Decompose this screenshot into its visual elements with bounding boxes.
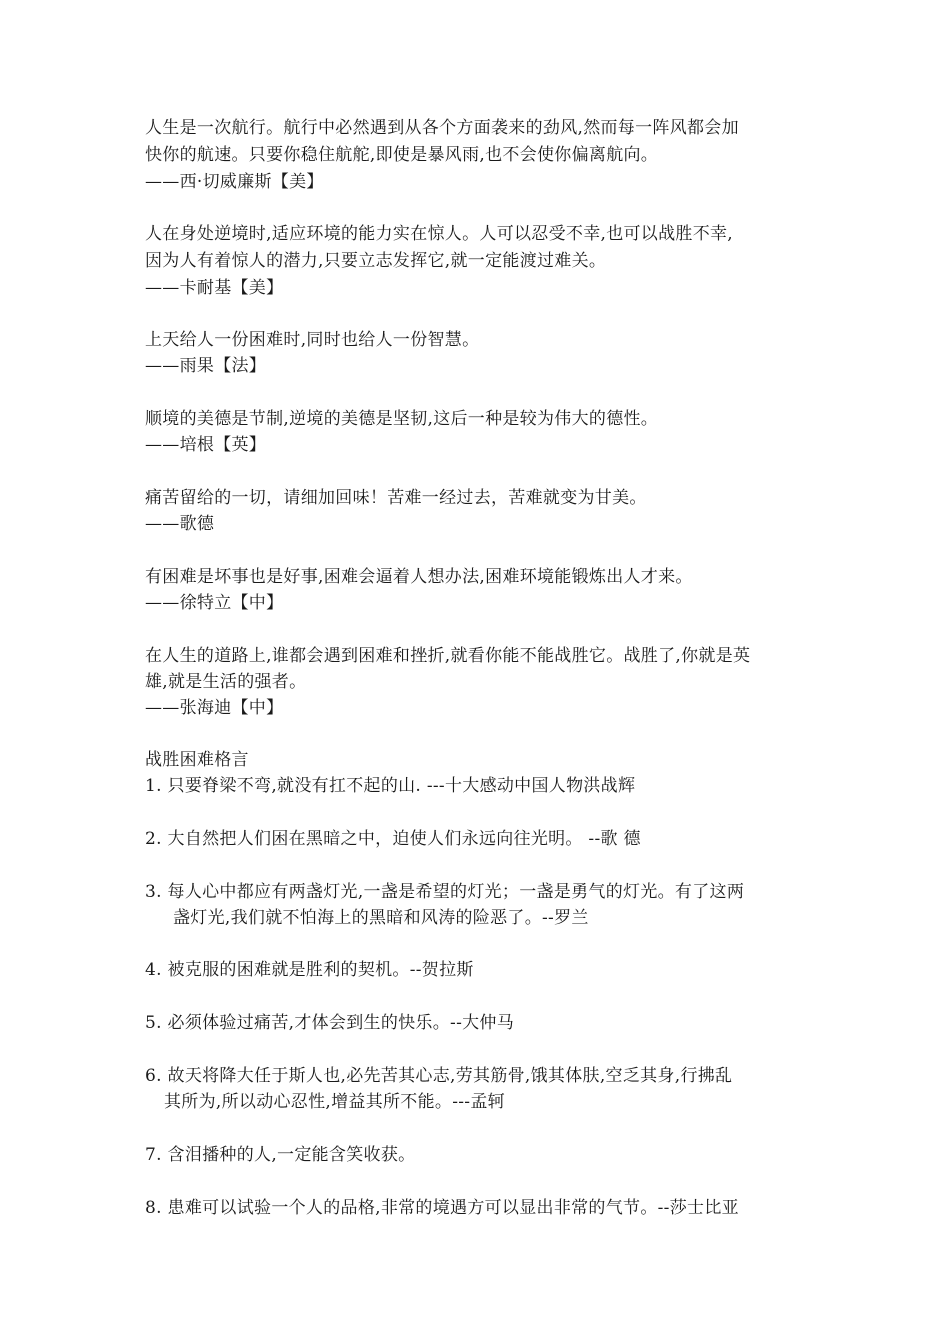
quote-4-line-1: 顺境的美德是节制,逆境的美德是坚韧,这后一种是较为伟大的德性。 xyxy=(145,409,659,429)
list-item-5: 5. 必须体验过痛苦,才体会到生的快乐。--大仲马 xyxy=(145,1013,515,1033)
quote-6-author: ——徐特立【中】 xyxy=(145,593,284,613)
list-item-1: 1. 只要脊梁不弯,就没有扛不起的山. ---十大感动中国人物洪战辉 xyxy=(145,776,636,796)
quote-1-line-1: 人生是一次航行。航行中必然遇到从各个方面袭来的劲风,然而每一阵风都会加 xyxy=(145,118,739,138)
quote-1-author: ——西·切威廉斯【美】 xyxy=(145,172,324,192)
list-item-8: 8. 患难可以试验一个人的品格,非常的境遇方可以显出非常的气节。--莎士比亚 xyxy=(145,1198,739,1218)
quote-3-line-1: 上天给人一份困难时,同时也给人一份智慧。 xyxy=(145,330,480,350)
list-item-3-line-2: 盏灯光,我们就不怕海上的黑暗和风涛的险恶了。--罗兰 xyxy=(173,908,589,928)
quote-7-line-2: 雄,就是生活的强者。 xyxy=(145,672,307,692)
quote-5-author: ——歌德 xyxy=(145,514,215,534)
quote-7-line-1: 在人生的道路上,谁都会遇到困难和挫折,就看你能不能战胜它。战胜了,你就是英 xyxy=(145,646,751,666)
quote-2-author: ——卡耐基【美】 xyxy=(145,278,284,298)
quote-1-line-2: 快你的航速。只要你稳住航舵,即使是暴风雨,也不会使你偏离航向。 xyxy=(145,145,659,165)
quote-6-line-1: 有困难是坏事也是好事,困难会逼着人想办法,困难环境能锻炼出人才来。 xyxy=(145,567,693,587)
list-item-6-line-1: 6. 故天将降大任于斯人也,必先苦其心志,劳其筋骨,饿其体肤,空乏其身,行拂乱 xyxy=(145,1066,733,1086)
section-title: 战胜困难格言 xyxy=(145,750,249,770)
quote-4-author: ——培根【英】 xyxy=(145,435,267,455)
list-item-7: 7. 含泪播种的人,一定能含笑收获。 xyxy=(145,1145,416,1165)
quote-3-author: ——雨果【法】 xyxy=(145,356,267,376)
list-item-3-line-1: 3. 每人心中都应有两盏灯光,一盏是希望的灯光；一盏是勇气的灯光。有了这两 xyxy=(145,882,745,902)
list-item-2: 2. 大自然把人们困在黑暗之中，迫使人们永远向往光明。 --歌 德 xyxy=(145,829,641,849)
quote-7-author: ——张海迪【中】 xyxy=(145,698,284,718)
quote-5-line-1: 痛苦留给的一切，请细加回味！苦难一经过去，苦难就变为甘美。 xyxy=(145,488,647,508)
list-item-4: 4. 被克服的困难就是胜利的契机。--贺拉斯 xyxy=(145,960,474,980)
list-item-6-line-2: 其所为,所以动心忍性,增益其所不能。---孟轲 xyxy=(164,1092,505,1112)
quote-2-line-1: 人在身处逆境时,适应环境的能力实在惊人。人可以忍受不幸,也可以战胜不幸, xyxy=(145,224,734,244)
quote-2-line-2: 因为人有着惊人的潜力,只要立志发挥它,就一定能渡过难关。 xyxy=(145,251,607,271)
